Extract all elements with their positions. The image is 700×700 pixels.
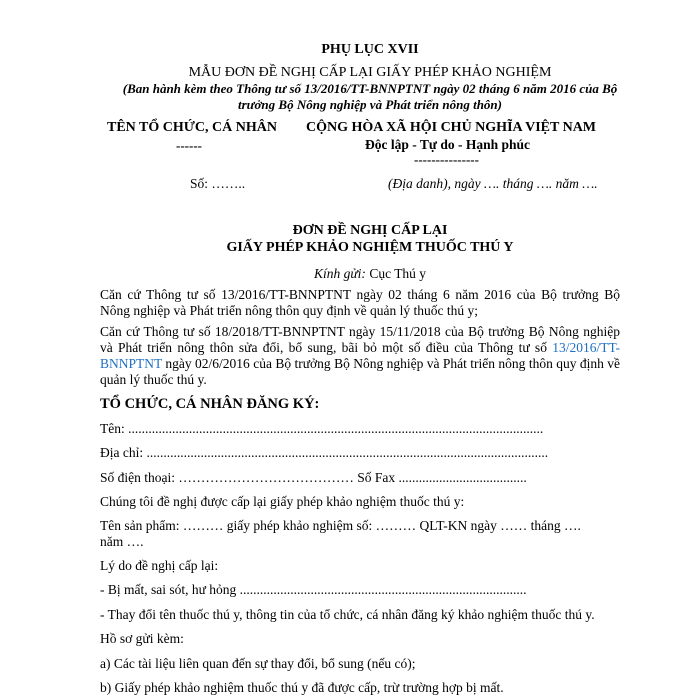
org-dashes: ------: [176, 138, 202, 153]
attachments-label: Hồ sơ gửi kèm:: [100, 631, 184, 646]
attachment-item-b: b) Giấy phép khảo nghiệm thuốc thú y đã được cấp, trừ trường hợp bị mất.: [100, 680, 504, 695]
motto-dashes: ---------------: [414, 152, 479, 167]
document-number: Số: ……..: [190, 176, 246, 191]
document-title-line-1: ĐƠN ĐỀ NGHỊ CẤP LẠI: [292, 223, 448, 238]
attachment-item-a: a) Các tài liệu liên quan đến sự thay đổi, bổ sung (nếu có);: [100, 656, 416, 671]
reason-label: Lý do đề nghị cấp lại:: [100, 558, 219, 573]
product-field-line-1: Tên sản phẩm: ……… giấy phép khảo nghiệm số: ……… QLT-KN ngày …… tháng ….: [100, 518, 581, 533]
recipient-label: Kính gửi:: [313, 266, 366, 281]
address-field-line: Địa chỉ: .......................................................................................................................: [100, 445, 549, 460]
request-statement: Chúng tôi đề nghị được cấp lại giấy phép khảo nghiệm thuốc thú y:: [100, 494, 465, 509]
recipient-line: [90, 266, 650, 282]
issued-by-line-2: trưởng Bộ Nông nghiệp và Phát triển nông thôn): [238, 97, 502, 112]
section-heading: TỔ CHỨC, CÁ NHÂN ĐĂNG KÝ:: [100, 396, 320, 412]
reason-item-2: - Thay đổi tên thuốc thú y, thông tin của tổ chức, cá nhân đăng ký khảo nghiệm thuốc thú y.: [100, 607, 595, 622]
place-and-date: (Địa danh), ngày …. tháng …. năm ….: [388, 176, 598, 191]
legal-basis-2-text: Căn cứ Thông tư số 18/2018/TT-BNNPTNT ngày 15/11/2018 của Bộ trưởng Bộ Nông nghiệp và Phát triển nông thôn sửa đổi, bổ sung, bãi bỏ một số điều của Thông tư số: [100, 324, 620, 355]
legal-basis-1: Căn cứ Thông tư số 13/2016/TT-BNNPTNT ngày 02 tháng 6 năm 2016 của Bộ trưởng Bộ Nông nghiệp và Phát triển nông thôn quy định về quản lý thuốc thú y;: [100, 287, 620, 318]
product-field-line-2: năm ….: [100, 534, 144, 549]
org-name-label: TÊN TỔ CHỨC, CÁ NHÂN: [107, 120, 277, 135]
form-title: MẪU ĐƠN ĐỀ NGHỊ CẤP LẠI GIẤY PHÉP KHẢO NGHIỆM: [188, 65, 552, 80]
document-title-line-2: GIẤY PHÉP KHẢO NGHIỆM THUỐC THÚ Y: [226, 240, 514, 255]
issued-by-line-1: (Ban hành kèm theo Thông tư số 13/2016/TT-BNNPTNT ngày 02 tháng 6 năm 2016 của Bộ: [122, 81, 618, 96]
name-field-line: Tên: ...........................................................................................................................: [100, 421, 544, 436]
appendix-title: PHỤ LỤC XVII: [321, 42, 419, 57]
phone-fax-field-line: Số điện thoại: ………………………………… Số Fax ......................................: [100, 470, 527, 485]
circular-link[interactable]: 13/2016/TT-BNNPTNT: [100, 340, 620, 371]
recipient-name: Cục Thú y: [369, 266, 427, 281]
legal-basis-2-text-end: ngày 02/6/2016 của Bộ trưởng Bộ Nông nghiệp và Phát triển nông thôn quy định về quản lý thuốc thú y.: [100, 356, 620, 387]
legal-basis-2: [100, 324, 620, 388]
country-name: CỘNG HÒA XÃ HỘI CHỦ NGHĨA VIỆT NAM: [306, 120, 597, 135]
national-motto: Độc lập - Tự do - Hạnh phúc: [365, 137, 531, 152]
reason-item-1: - Bị mất, sai sót, hư hỏng .....................................................................................: [100, 582, 527, 597]
